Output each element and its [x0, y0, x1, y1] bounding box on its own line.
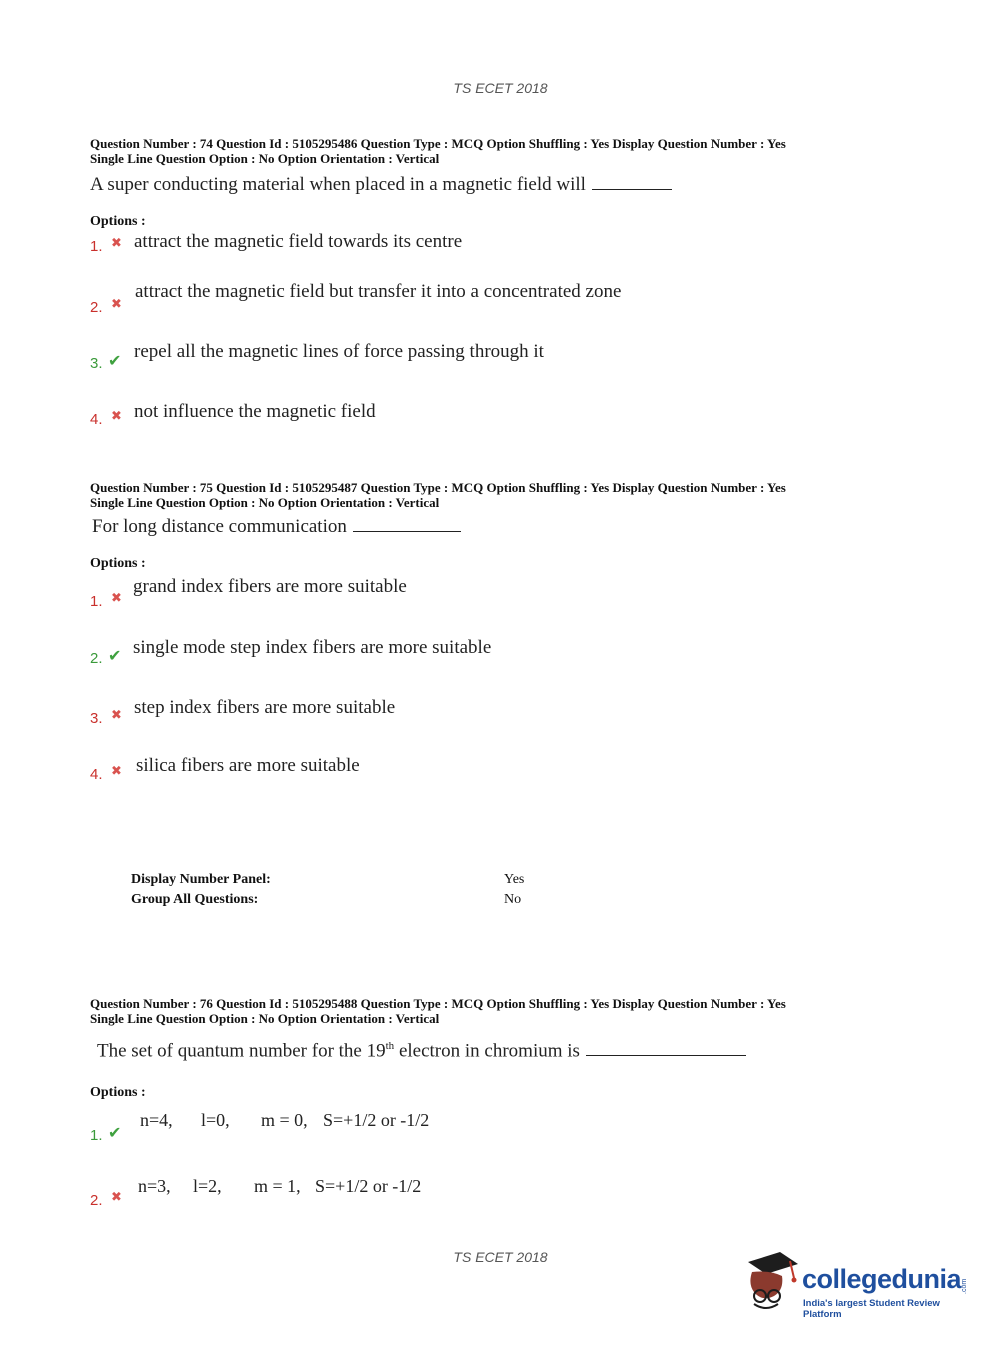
page-header: TS ECET 2018	[453, 80, 548, 96]
page-footer: TS ECET 2018	[453, 1249, 548, 1265]
meta-line-2: Single Line Question Option : No Option Orientation : Vertical	[90, 151, 440, 166]
superscript: th	[385, 1040, 395, 1052]
question-76-meta	[90, 996, 910, 1026]
question-74-meta	[90, 136, 910, 166]
option-s: S=+1/2 or -1/2	[315, 1176, 422, 1196]
question-text-end: electron in chromium is	[394, 1040, 580, 1062]
logo-wordmark: collegedunia	[802, 1264, 962, 1294]
group-all-questions-label: Group All Questions:	[131, 892, 259, 907]
group-all-questions-value: No	[504, 892, 522, 907]
option-75-1: 1.	[90, 593, 103, 610]
collegedunia-logo[interactable]	[740, 1250, 970, 1320]
question-text: A super conducting material when placed in a magnetic field will	[90, 174, 586, 195]
option-n: n=4,	[140, 1110, 173, 1130]
question-74-text	[90, 174, 672, 196]
option-75-4: 4.	[90, 766, 103, 783]
option-text: grand index fibers are more suitable	[133, 576, 407, 597]
display-number-panel-label: Display Number Panel:	[131, 872, 271, 887]
check-icon: ✔	[108, 1123, 122, 1142]
option-74-4: 4.	[90, 411, 103, 428]
logo-tagline: India's largest Student Review Platform	[803, 1298, 940, 1320]
option-text: step index fibers are more suitable	[134, 697, 396, 718]
option-74-1: 1.	[90, 238, 103, 255]
answer-blank	[592, 175, 672, 190]
option-l: l=0,	[201, 1110, 230, 1130]
option-l: l=2,	[193, 1176, 222, 1196]
display-number-panel-value: Yes	[504, 872, 525, 887]
cross-icon: ✖	[111, 236, 122, 251]
check-icon: ✔	[108, 646, 122, 665]
cross-icon: ✖	[111, 764, 122, 779]
options-label: Options :	[90, 214, 146, 229]
option-text: not influence the magnetic field	[134, 401, 376, 422]
option-75-3: 3.	[90, 710, 103, 727]
options-label: Options :	[90, 1085, 146, 1100]
check-icon: ✔	[108, 351, 122, 370]
cross-icon: ✖	[111, 1190, 122, 1205]
option-n: n=3,	[138, 1176, 171, 1196]
answer-blank	[586, 1041, 746, 1056]
option-74-3: 3.	[90, 355, 103, 372]
option-text: attract the magnetic field but transfer it into a concentrated zone	[135, 281, 622, 302]
option-text: repel all the magnetic lines of force passing through it	[134, 341, 544, 362]
question-text: The set of quantum number for the 19	[97, 1040, 386, 1062]
option-text: silica fibers are more suitable	[136, 755, 360, 776]
question-75-meta	[90, 480, 910, 510]
answer-blank	[353, 517, 461, 532]
option-m: m = 1,	[254, 1176, 301, 1196]
logo-suffix: .com	[961, 1278, 968, 1294]
option-m: m = 0,	[261, 1110, 308, 1130]
option-text: attract the magnetic field towards its centre	[134, 231, 463, 252]
question-text: For long distance communication	[92, 516, 347, 537]
meta-line-2: Single Line Question Option : No Option Orientation : Vertical	[90, 1011, 440, 1026]
option-s: S=+1/2 or -1/2	[323, 1110, 430, 1130]
option-74-2: 2.	[90, 299, 103, 316]
question-76-text	[97, 1040, 746, 1062]
question-75-text	[92, 516, 461, 538]
cross-icon: ✖	[111, 409, 122, 424]
option-75-2: 2.	[90, 650, 103, 667]
cross-icon: ✖	[111, 591, 122, 606]
meta-line-1: Question Number : 75 Question Id : 5105295487 Question Type : MCQ Option Shuffling : Yes Display Question Number : Yes	[90, 480, 786, 495]
meta-line-1: Question Number : 76 Question Id : 5105295488 Question Type : MCQ Option Shuffling : Yes Display Question Number : Yes	[90, 996, 786, 1011]
option-76-2: 2.	[90, 1192, 103, 1209]
meta-line-2: Single Line Question Option : No Option Orientation : Vertical	[90, 495, 440, 510]
cross-icon: ✖	[111, 297, 122, 312]
mascot-icon	[740, 1250, 802, 1314]
option-text: single mode step index fibers are more suitable	[133, 637, 492, 658]
options-label: Options :	[90, 556, 146, 571]
meta-line-1: Question Number : 74 Question Id : 5105295486 Question Type : MCQ Option Shuffling : Yes Display Question Number : Yes	[90, 136, 786, 151]
cross-icon: ✖	[111, 708, 122, 723]
option-76-1: 1.	[90, 1127, 103, 1144]
